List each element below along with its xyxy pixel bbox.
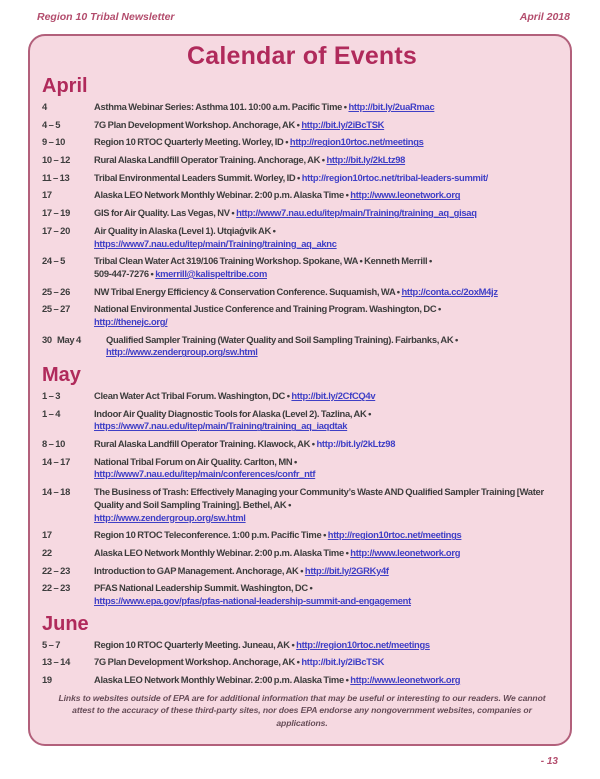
event-text: Region 10 RTOC Quarterly Meeting. Worley, ID • [94, 136, 290, 148]
calendar-event-row [42, 189, 562, 202]
calendar-event-row [42, 656, 562, 669]
event-description [94, 136, 562, 149]
event-text: Region 10 RTOC Quarterly Meeting. Juneau, AK • [94, 638, 297, 650]
event-link[interactable]: http://region10rtoc.net/meetings [296, 638, 430, 650]
calendar-event-row [42, 101, 562, 114]
calendar-event-row [42, 154, 562, 167]
event-text: National Environmental Justice Conference and Training Program. Washington, DC • [94, 303, 442, 315]
event-text: GIS for Air Quality. Las Vegas, NV • [94, 207, 237, 219]
calendar-event-row [42, 408, 562, 433]
event-link[interactable]: http://region10rtoc.net/meetings [289, 136, 424, 148]
event-date: 17 [42, 529, 52, 541]
calendar-event-row [42, 303, 562, 328]
event-text: 7G Plan Development Workshop. Anchorage, AK • [94, 118, 302, 130]
calendar-event-row [42, 438, 562, 451]
event-description [94, 547, 562, 560]
event-link[interactable]: http://region10rtoc.net/meetings [327, 529, 462, 541]
calendar-event-row [42, 547, 562, 560]
calendar-event-row [42, 390, 562, 403]
event-description [94, 207, 562, 220]
calendar-event-row [42, 334, 562, 359]
calendar-event-row [42, 172, 562, 185]
event-description [94, 529, 562, 542]
month-heading: May [42, 364, 81, 386]
event-link[interactable]: http://www7.nau.edu/itep/main/conferences/confr_ntf [94, 468, 316, 480]
event-description [94, 456, 562, 481]
event-description [94, 303, 562, 328]
event-date: 4 – 5 [42, 118, 61, 130]
calendar-event-row [42, 486, 562, 524]
calendar-event-row [42, 674, 562, 687]
event-text: Region 10 RTOC Teleconference. 1:00 p.m. Pacific Time • [94, 529, 328, 541]
event-date: 8 – 10 [42, 438, 66, 450]
event-text: The Business of Trash: Effectively Managing your Community’s Waste AND Qualified Sampler Training [Water Quality and Soil Sampling Training]. Bethel, AK • [94, 486, 544, 510]
event-link[interactable]: http://www.leonetwork.org [350, 189, 461, 201]
event-text: PFAS National Leadership Summit. Washington, DC • [94, 582, 313, 594]
event-text: Rural Alaska Landfill Operator Training. Klawock, AK • [94, 438, 317, 450]
event-description [94, 639, 562, 652]
month-section-june [42, 613, 562, 687]
event-link[interactable]: http://bit.ly/2kLtz98 [316, 438, 396, 450]
newsletter-name: Region 10 Tribal Newsletter [37, 11, 175, 23]
month-section-may [42, 364, 562, 608]
event-description [94, 255, 562, 280]
event-description [94, 674, 562, 687]
calendar-event-row [42, 456, 562, 481]
page-title: Calendar of Events [186, 42, 418, 70]
event-description [94, 656, 562, 669]
event-date: 14 – 18 [42, 486, 70, 498]
event-text: Qualified Sampler Training (Water Quality and Soil Sampling Training). Fairbanks, AK • [106, 333, 459, 345]
event-text: Tribal Environmental Leaders Summit. Worley, ID • [94, 171, 302, 183]
calendar-event-row [42, 565, 562, 578]
event-text: 7G Plan Development Workshop. Anchorage, AK • [94, 656, 302, 668]
event-text: Alaska LEO Network Monthly Webinar. 2:00 p.m. Alaska Time • [94, 674, 351, 685]
event-link[interactable]: http://bit.ly/2iBcTSK [301, 656, 385, 668]
event-link[interactable]: http://thenejc.org/ [94, 315, 168, 327]
event-date: 1 – 3 [42, 390, 61, 401]
event-date: 22 – 23 [42, 582, 70, 594]
event-date: 25 – 26 [42, 285, 70, 297]
event-text: Air Quality in Alaska (Level 1). Utqiaġvik AK • [94, 224, 276, 236]
event-date: 17 – 19 [42, 207, 70, 219]
event-text: 509-447-7276 • [94, 267, 156, 279]
event-text: NW Tribal Energy Efficiency & Conservation Conference. Suquamish, WA • [94, 285, 402, 297]
event-link[interactable]: https://www7.nau.edu/itep/main/Training/training_aq_iaqdtak [94, 420, 348, 432]
event-date: 5 – 7 [42, 638, 61, 650]
event-text: Asthma Webinar Series: Asthma 101. 10:00 a.m. Pacific Time • [94, 101, 349, 112]
event-link[interactable]: http://www7.nau.edu/itep/main/Training/training_aq_gisaq [236, 207, 477, 219]
event-description [94, 286, 562, 299]
event-link[interactable]: https://www.epa.gov/pfas/pfas-national-leadership-summit-and-engagement [94, 594, 411, 606]
month-section-april [42, 75, 562, 359]
page-header [0, 0, 600, 23]
event-date: 22 [42, 546, 52, 558]
event-link[interactable]: http://www.leonetwork.org [350, 674, 461, 685]
event-date: 24 – 5 [42, 255, 66, 267]
page-number: - 13 [540, 756, 558, 767]
event-link[interactable]: http://conta.cc/2oxM4jz [401, 285, 498, 297]
event-date: 13 – 14 [42, 656, 70, 668]
calendar-event-row [42, 639, 562, 652]
event-link[interactable]: kmerrill@kalispeltribe.com [155, 267, 267, 279]
event-description [94, 154, 562, 167]
event-date: 14 – 17 [42, 455, 70, 467]
event-link[interactable]: http://bit.ly/2CfCQ4v [291, 390, 376, 401]
event-description [94, 189, 562, 202]
event-description [94, 390, 562, 403]
event-date: 11 – 13 [42, 171, 70, 183]
event-text: Tribal Clean Water Act 319/106 Training Workshop. Spokane, WA • Kenneth Merrill • [94, 255, 432, 267]
event-link[interactable]: http://bit.ly/2GRKy4f [304, 564, 389, 576]
months [42, 75, 562, 687]
calendar-event-row [42, 136, 562, 149]
epa-link-disclaimer: Links to websites outside of EPA are for additional information that may be useful or interesting to our readers. We cannot attest to the accuracy of these third-party sites, nor does EPA endorse any nongovernment websites, companies or applications. [58, 692, 546, 728]
event-text: Alaska LEO Network Monthly Webinar. 2:00 p.m. Alaska Time • [94, 546, 351, 558]
event-description [106, 334, 562, 359]
event-description [94, 101, 562, 114]
event-description [94, 565, 562, 578]
month-heading: June [42, 612, 89, 635]
event-link[interactable]: http://www.zendergroup.org/sw.html [106, 346, 258, 358]
event-text: Rural Alaska Landfill Operator Training. Anchorage, AK • [94, 154, 327, 166]
calendar-box [28, 34, 572, 746]
event-description [94, 225, 562, 250]
event-link[interactable]: http://bit.ly/2uaRmac [348, 101, 435, 112]
event-date: 19 [42, 674, 52, 685]
event-link[interactable]: http://bit.ly/2iBcTSK [301, 118, 385, 130]
event-text: National Tribal Forum on Air Quality. Carlton, MN • [94, 455, 297, 467]
event-description [94, 408, 562, 433]
calendar-event-row [42, 286, 562, 299]
event-date: 22 – 23 [42, 564, 70, 576]
event-description [94, 172, 562, 185]
event-description [94, 119, 562, 132]
event-date: 30 May 4 [42, 333, 81, 345]
event-text: Indoor Air Quality Diagnostic Tools for Alaska (Level 2). Tazlina, AK • [94, 407, 372, 419]
event-link[interactable]: https://www7.nau.edu/itep/main/Training/training_aq_aknc [94, 237, 337, 249]
calendar-event-row [42, 582, 562, 607]
event-text: Alaska LEO Network Monthly Webinar. 2:00 p.m. Alaska Time • [94, 189, 351, 201]
event-description [94, 438, 562, 451]
event-link[interactable]: http://www.leonetwork.org [350, 546, 461, 558]
month-heading: April [42, 75, 88, 97]
event-description [94, 582, 562, 607]
event-text: Introduction to GAP Management. Anchorage, AK • [94, 564, 305, 576]
event-link[interactable]: http://region10rtoc.net/tribal-leaders-summit/ [301, 171, 488, 183]
calendar-event-row [42, 119, 562, 132]
event-date: 17 [42, 189, 52, 201]
issue-date: April 2018 [519, 11, 570, 23]
event-text: Clean Water Act Tribal Forum. Washington, DC • [94, 390, 292, 401]
event-date: 4 [42, 101, 47, 112]
event-date: 17 – 20 [42, 224, 70, 236]
event-date: 9 – 10 [42, 136, 66, 148]
calendar-event-row [42, 207, 562, 220]
calendar-event-row [42, 529, 562, 542]
event-date: 10 – 12 [42, 154, 70, 166]
calendar-event-row [42, 225, 562, 250]
event-date: 1 – 4 [42, 407, 61, 419]
event-link[interactable]: http://bit.ly/2kLtz98 [326, 154, 406, 166]
event-link[interactable]: http://www.zendergroup.org/sw.html [94, 511, 246, 523]
event-description [94, 486, 562, 524]
event-date: 25 – 27 [42, 303, 70, 315]
calendar-event-row [42, 255, 562, 280]
